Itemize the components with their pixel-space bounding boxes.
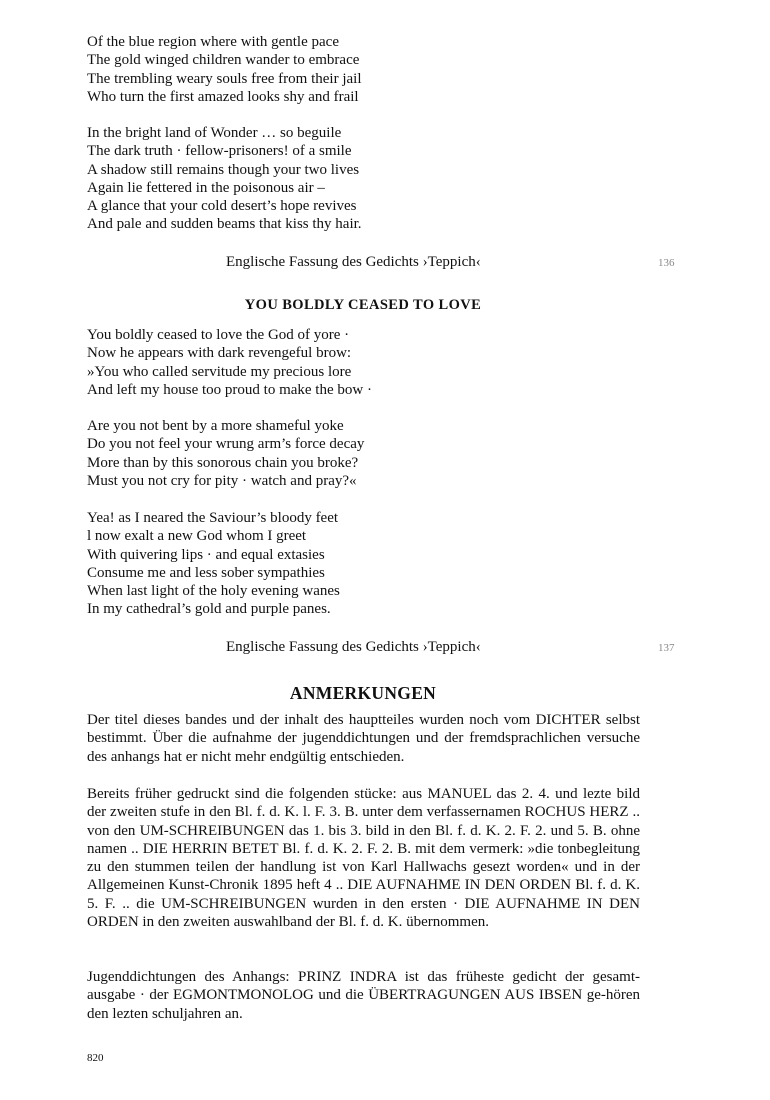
poem-line: In my cathedral’s gold and purple panes. [87, 601, 331, 618]
poem-line: »You who called servitude my precious lore [87, 363, 352, 380]
poem-line: Now he appears with dark revengeful brow: [87, 345, 352, 362]
poem2-stanza-2 [87, 417, 647, 490]
poem2-title: YOU BOLDLY CEASED TO LOVE [244, 297, 482, 313]
poem-line: Consume me and less sober sympathies [87, 564, 325, 581]
poem-line: In the bright land of Wonder … so beguile [87, 125, 342, 141]
poem2-caption: Englische Fassung des Gedichts ›Teppich‹ [226, 639, 481, 655]
poem1-caption: Englische Fassung des Gedichts ›Teppich‹ [226, 254, 481, 270]
poem-line: Do you not feel your wrung arm’s force decay [87, 436, 365, 453]
margin-number-137: 137 [658, 642, 675, 654]
notes-paragraph-1: Der titel dieses bandes und der inhalt des hauptteiles wurden noch vom DICHTER selbst bestimmt. Über die aufnahme der jugenddichtungen und der fremdsprachlichen versuche des anhangs hat er nicht mehr endgültig entschieden. [87, 712, 640, 765]
poem-line: When last light of the holy evening wanes [87, 583, 340, 600]
notes-paragraph-3: Jugenddichtungen des Anhangs: PRINZ INDRA ist das früheste gedicht der gesamt-ausgabe · der EGMONTMONOLOG und die ÜBERTRAGUNGEN AUS IBSEN ge-hören den lezten schuljahren an. [87, 969, 640, 1022]
poem-line: The trembling weary souls free from their jail [87, 70, 362, 87]
poem-line: Yea! as I neared the Saviour’s bloody feet [87, 510, 339, 526]
poem-line: The gold winged children wander to embrace [87, 52, 360, 69]
poem-line: l now exalt a new God whom I greet [87, 528, 307, 545]
poem-line: And left my house too proud to make the bow · [87, 381, 372, 398]
poem-line: You boldly ceased to love the God of yore · [87, 327, 350, 343]
poem-line: A shadow still remains though your two lives [87, 161, 360, 178]
poem-line: More than by this sonorous chain you broke? [87, 454, 359, 471]
poem-line: The dark truth · fellow-prisoners! of a smile [87, 143, 352, 160]
notes-title: ANMERKUNGEN [289, 683, 437, 703]
notes-paragraph-2: Bereits früher gedruckt sind die folgenden stücke: aus MANUEL das 2. 4. und lezte bild der zweiten stufe in den Bl. f. d. K. l. F. 3. B. unter dem verfassernamen ROCHUS HERZ .. von den UM-SCHREIBUNGEN das 1. bis 3. bild in den Bl. f. d. K. 2. F. 2. und 5. B. ohne namen .. DIE HERRIN BETET Bl. f. d. K. 2. F. 2. B. mit dem vermerk: »die tonbegleitung zu den stummen teilen der handlung ist von Karl Hallwachs gesezt worden« und in der Allgemeinen Kunst-Chronik 1895 heft 4 .. DIE AUFNAHME IN DEN ORDEN Bl. f. d. K. 5. F. .. die UM-SCHREIBUNGEN wurden in den ersten · DIE AUFNAHME IN DEN ORDEN in den zweiten auswahlband der Bl. f. d. K. übernommen. [87, 786, 640, 931]
poem2-stanza-3 [87, 509, 647, 619]
poem1-stanza-1 [87, 33, 647, 106]
poem-line: A glance that your cold desert’s hope revives [87, 198, 357, 215]
poem1-stanza-2 [87, 124, 647, 234]
poem-line: Are you not bent by a more shameful yoke [87, 418, 344, 434]
margin-number-136: 136 [658, 257, 675, 269]
poem-line: Of the blue region where with gentle pace [87, 34, 339, 50]
poem-line: Must you not cry for pity · watch and pray?« [87, 472, 357, 489]
poem-line: And pale and sudden beams that kiss thy hair. [87, 216, 362, 233]
poem-line: With quivering lips · and equal extasies [87, 546, 325, 563]
poem-line: Who turn the first amazed looks shy and frail [87, 88, 359, 105]
poem2-stanza-1 [87, 326, 647, 399]
poem-line: Again lie fettered in the poisonous air – [87, 179, 325, 196]
page-number: 820 [87, 1052, 104, 1064]
